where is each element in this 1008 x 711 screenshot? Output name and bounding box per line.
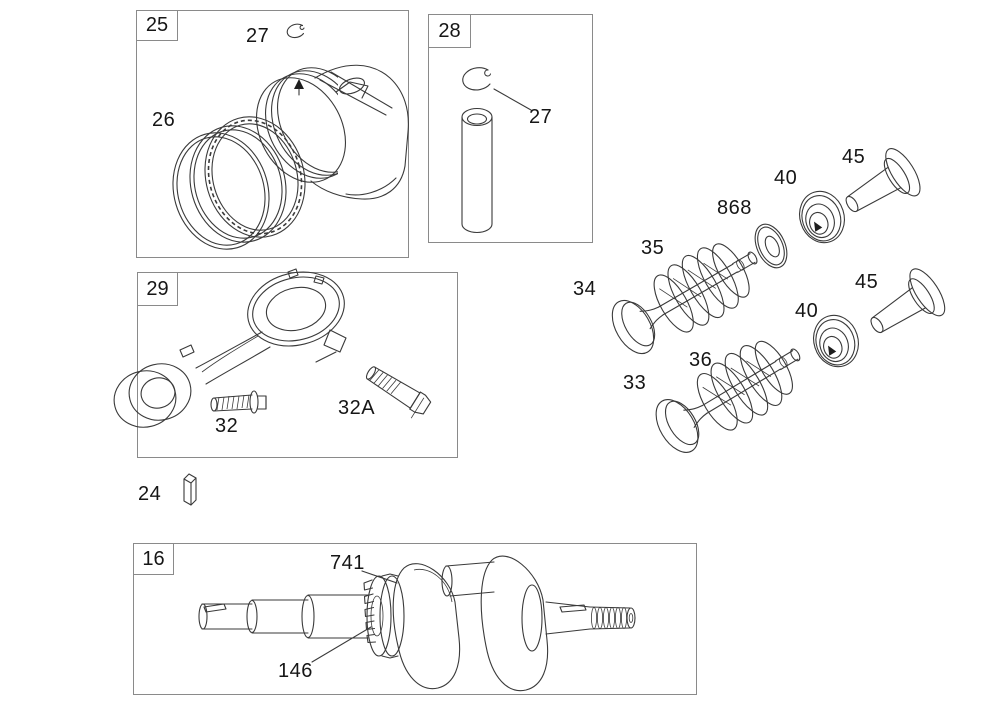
rod-bolt-drawing (211, 391, 266, 413)
callout-35: 35 (641, 237, 665, 259)
callout-146: 146 (278, 660, 313, 682)
callout-32A: 32A (338, 397, 376, 419)
crankshaft-drawing (199, 556, 635, 691)
leader-line-146 (312, 627, 371, 662)
intake-valve-spring-drawing (601, 226, 773, 366)
callout-741: 741 (330, 552, 365, 574)
callout-24: 24 (138, 483, 162, 505)
panel-label-25: 25 (136, 10, 178, 41)
spring-retainer-upper-drawing (793, 185, 851, 248)
snap-ring-drawing (287, 24, 304, 37)
callout-36: 36 (689, 349, 713, 371)
callout-868: 868 (717, 197, 752, 219)
callout-32: 32 (215, 415, 239, 437)
panel-label-16: 16 (133, 543, 174, 575)
panel-label-29: 29 (137, 272, 178, 306)
piston-ring-set-drawing (160, 105, 319, 261)
exhaust-valve-spring-drawing (644, 323, 816, 465)
leader-line-27 (494, 89, 531, 110)
connecting-rod-drawing (108, 262, 352, 433)
callout-27-pin: 27 (529, 106, 553, 128)
callout-27-piston: 27 (246, 25, 270, 47)
piston-drawing (239, 52, 408, 199)
callout-33: 33 (623, 372, 647, 394)
callout-45-upper: 45 (842, 146, 866, 168)
callout-26: 26 (152, 109, 176, 131)
key-drawing (184, 474, 196, 505)
callout-40-lower: 40 (795, 300, 819, 322)
callout-40-upper: 40 (774, 167, 798, 189)
callout-45-lower: 45 (855, 271, 879, 293)
valve-spring-seat-drawing (749, 219, 793, 272)
piston-pin-drawing (462, 68, 492, 233)
callout-34: 34 (573, 278, 597, 300)
panel-label-28: 28 (428, 14, 471, 48)
